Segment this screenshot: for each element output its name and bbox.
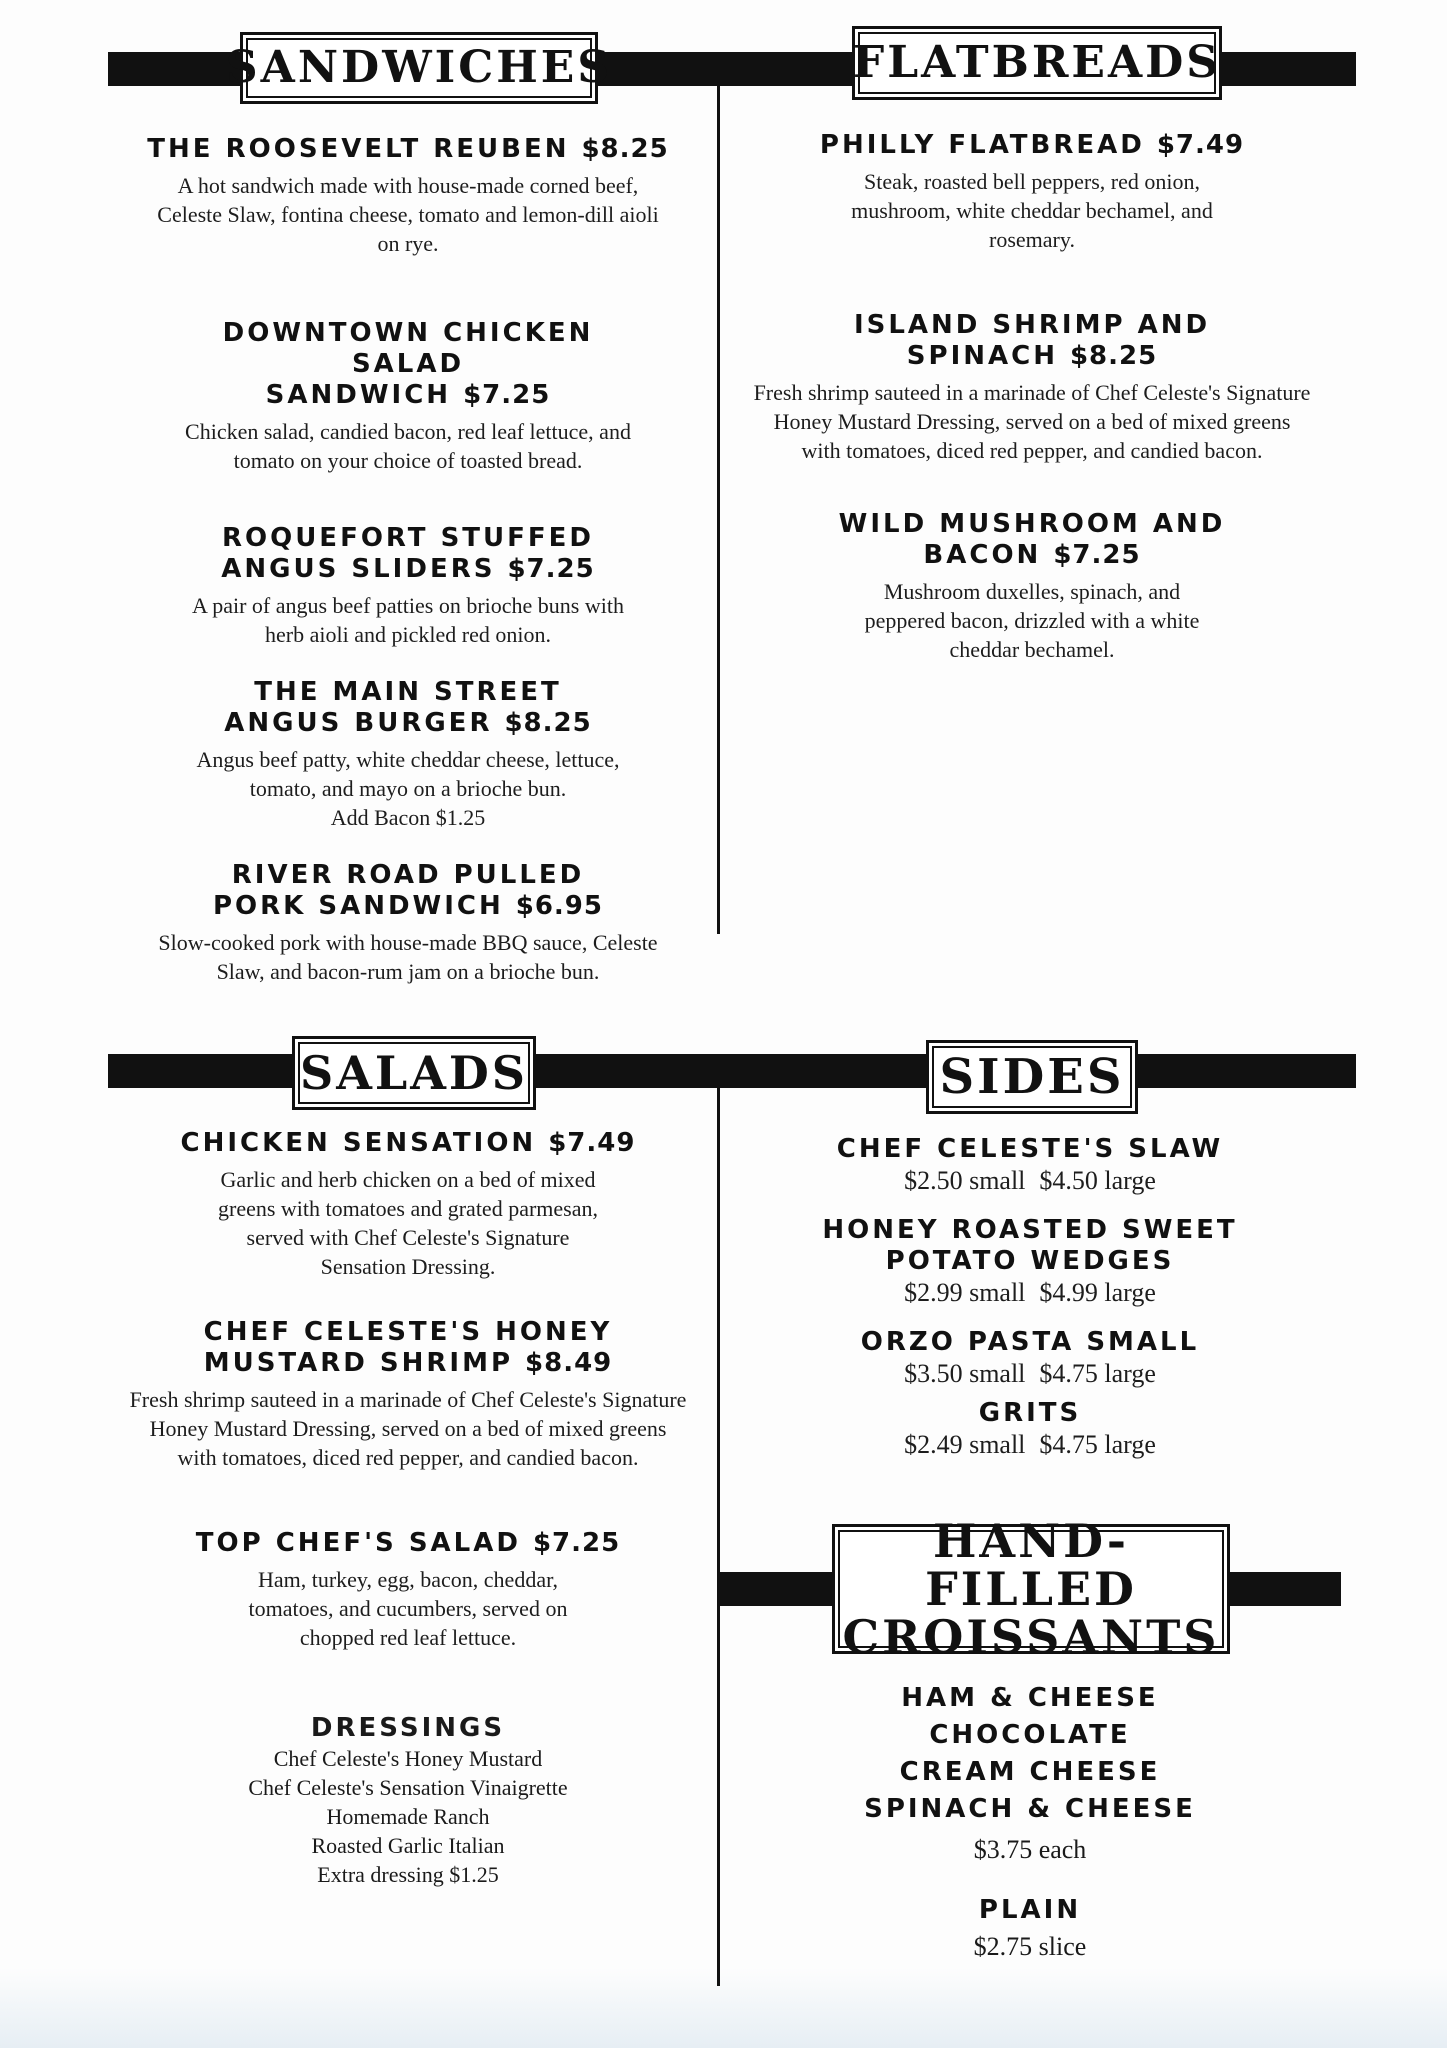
item-price: $7.49 — [548, 1128, 636, 1158]
salad-item — [128, 1128, 688, 1281]
side-price-large: $4.75 large — [1039, 1359, 1156, 1388]
salads-column — [128, 1128, 688, 1889]
croissant-item: SPINACH & CHEESE — [864, 1794, 1196, 1824]
item-extra: Add Bacon $1.25 — [330, 805, 486, 830]
sandwich-item — [128, 134, 688, 258]
croissant-item: HAM & CHEESE — [901, 1683, 1159, 1713]
side-price-large: $4.50 large — [1039, 1166, 1156, 1195]
item-price: $8.25 — [1069, 341, 1158, 371]
item-description: Fresh shrimp sauteed in a marinade of Chef Celeste's Signature Honey Mustard Dressing, served on a bed of mixed greens with tomatoes, diced red pepper, and candied bacon. — [129, 1387, 687, 1470]
top-column-divider — [717, 86, 720, 934]
croissants-column — [760, 1680, 1300, 1989]
croissant-plain-name: PLAIN — [978, 1895, 1082, 1925]
item-name: CHEF CELESTE'S HONEY MUSTARD SHRIMP — [203, 1317, 613, 1378]
dressing-item: Roasted Garlic Italian — [311, 1833, 505, 1858]
item-name: WILD MUSHROOM AND BACON — [838, 509, 1226, 570]
sandwiches-column — [128, 134, 688, 1026]
item-description: Steak, roasted bell peppers, red onion, mushroom, white cheddar bechamel, and rosemary. — [851, 169, 1213, 252]
item-price: $8.25 — [581, 134, 669, 164]
item-name: DOWNTOWN CHICKEN SALAD SANDWICH — [222, 318, 594, 410]
flatbreads-header — [852, 26, 1222, 100]
dressing-extra: Extra dressing $1.25 — [317, 1862, 499, 1887]
side-item — [760, 1134, 1300, 1197]
sandwich-item — [128, 677, 688, 832]
sandwich-item — [128, 523, 688, 649]
croissants-header — [832, 1513, 1230, 1665]
item-description: A pair of angus beef patties on brioche buns with herb aioli and pickled red onion. — [192, 593, 624, 647]
item-price: $7.25 — [507, 554, 595, 584]
item-name: THE ROOSEVELT REUBEN — [147, 134, 570, 164]
sandwiches-header — [225, 32, 613, 104]
croissant-each-price: $3.75 each — [973, 1835, 1087, 1864]
item-description: Ham, turkey, egg, bacon, cheddar, tomatoes, and cucumbers, served on chopped red leaf lettuce. — [248, 1567, 568, 1650]
croissant-item: CHOCOLATE — [929, 1720, 1131, 1750]
side-price-small: $3.50 small — [904, 1359, 1026, 1388]
salad-item — [128, 1317, 688, 1472]
croissants-title-line2: CROISSANTS — [842, 1610, 1220, 1665]
dressing-item: Chef Celeste's Sensation Vinaigrette — [248, 1775, 568, 1800]
item-description: A hot sandwich made with house-made corned beef, Celeste Slaw, fontina cheese, tomato and lemon-dill aioli on rye. — [157, 173, 659, 256]
item-description: Fresh shrimp sauteed in a marinade of Chef Celeste's Signature Honey Mustard Dressing, served on a bed of mixed greens with tomatoes, diced red pepper, and candied bacon. — [753, 380, 1311, 463]
item-name: PHILLY FLATBREAD — [819, 130, 1145, 160]
salads-header — [292, 1036, 536, 1110]
side-price-small: $2.50 small — [904, 1166, 1026, 1195]
sides-column — [760, 1134, 1300, 1479]
item-price: $7.25 — [1053, 540, 1141, 570]
dressing-item: Chef Celeste's Honey Mustard — [273, 1746, 543, 1771]
item-description: Angus beef patty, white cheddar cheese, lettuce, tomato, and mayo on a brioche bun. — [196, 747, 620, 801]
item-name: CHICKEN SENSATION — [180, 1128, 537, 1158]
croissant-plain-price: $2.75 slice — [973, 1932, 1087, 1961]
side-item — [760, 1327, 1300, 1390]
side-name: CHEF CELESTE'S SLAW — [836, 1134, 1224, 1164]
item-description: Slow-cooked pork with house-made BBQ sauce, Celeste Slaw, and bacon-rum jam on a brioche bun. — [158, 930, 658, 984]
flatbread-item — [752, 130, 1312, 254]
sandwich-item — [128, 860, 688, 986]
dressings-title: DRESSINGS — [310, 1713, 506, 1743]
side-name: GRITS — [978, 1398, 1082, 1428]
side-item — [760, 1398, 1300, 1461]
item-name: ISLAND SHRIMP AND SPINACH — [853, 310, 1211, 371]
salad-item — [128, 1528, 688, 1652]
sides-header — [926, 1040, 1138, 1114]
side-price-small: $2.99 small — [904, 1278, 1026, 1307]
item-price: $6.95 — [515, 891, 603, 921]
item-name: TOP CHEF'S SALAD — [195, 1528, 521, 1558]
item-price: $7.25 — [463, 380, 551, 410]
dressings-block — [128, 1712, 688, 1889]
item-description: Mushroom duxelles, spinach, and peppered bacon, drizzled with a white cheddar bechamel. — [864, 579, 1200, 662]
sides-title: SIDES — [939, 1048, 1125, 1105]
salads-title: SALADS — [299, 1045, 529, 1100]
item-name: ROQUEFORT STUFFED ANGUS SLIDERS — [221, 523, 595, 584]
flatbreads-column — [752, 130, 1312, 704]
dressing-item: Homemade Ranch — [326, 1804, 490, 1829]
flatbreads-title: FLATBREADS — [853, 36, 1222, 88]
flatbread-item — [752, 509, 1312, 664]
item-price: $7.49 — [1156, 130, 1245, 160]
item-price: $8.49 — [525, 1348, 613, 1378]
side-name: HONEY ROASTED SWEET POTATO WEDGES — [822, 1215, 1238, 1276]
side-name: ORZO PASTA SMALL — [860, 1327, 1200, 1357]
sandwiches-title: SANDWICHES — [225, 41, 613, 93]
croissant-item: CREAM CHEESE — [899, 1757, 1161, 1787]
item-name: THE MAIN STREET ANGUS BURGER — [224, 677, 562, 738]
side-price-large: $4.75 large — [1039, 1430, 1156, 1459]
flatbread-item — [752, 310, 1312, 465]
side-price-small: $2.49 small — [904, 1430, 1026, 1459]
croissants-title-line1: HAND-FILLED — [925, 1513, 1137, 1616]
sandwich-item — [128, 318, 688, 475]
item-price: $7.25 — [532, 1528, 621, 1558]
side-item — [760, 1215, 1300, 1309]
item-description: Garlic and herb chicken on a bed of mixed greens with tomatoes and grated parmesan, served with Chef Celeste's Signature Sensation Dressing. — [218, 1167, 598, 1279]
item-description: Chicken salad, candied bacon, red leaf lettuce, and tomato on your choice of toasted bread. — [185, 419, 631, 473]
bottom-column-divider — [717, 1086, 720, 1986]
item-price: $8.25 — [504, 708, 592, 738]
item-name: RIVER ROAD PULLED PORK SANDWICH — [212, 860, 585, 921]
side-price-large: $4.99 large — [1039, 1278, 1156, 1307]
